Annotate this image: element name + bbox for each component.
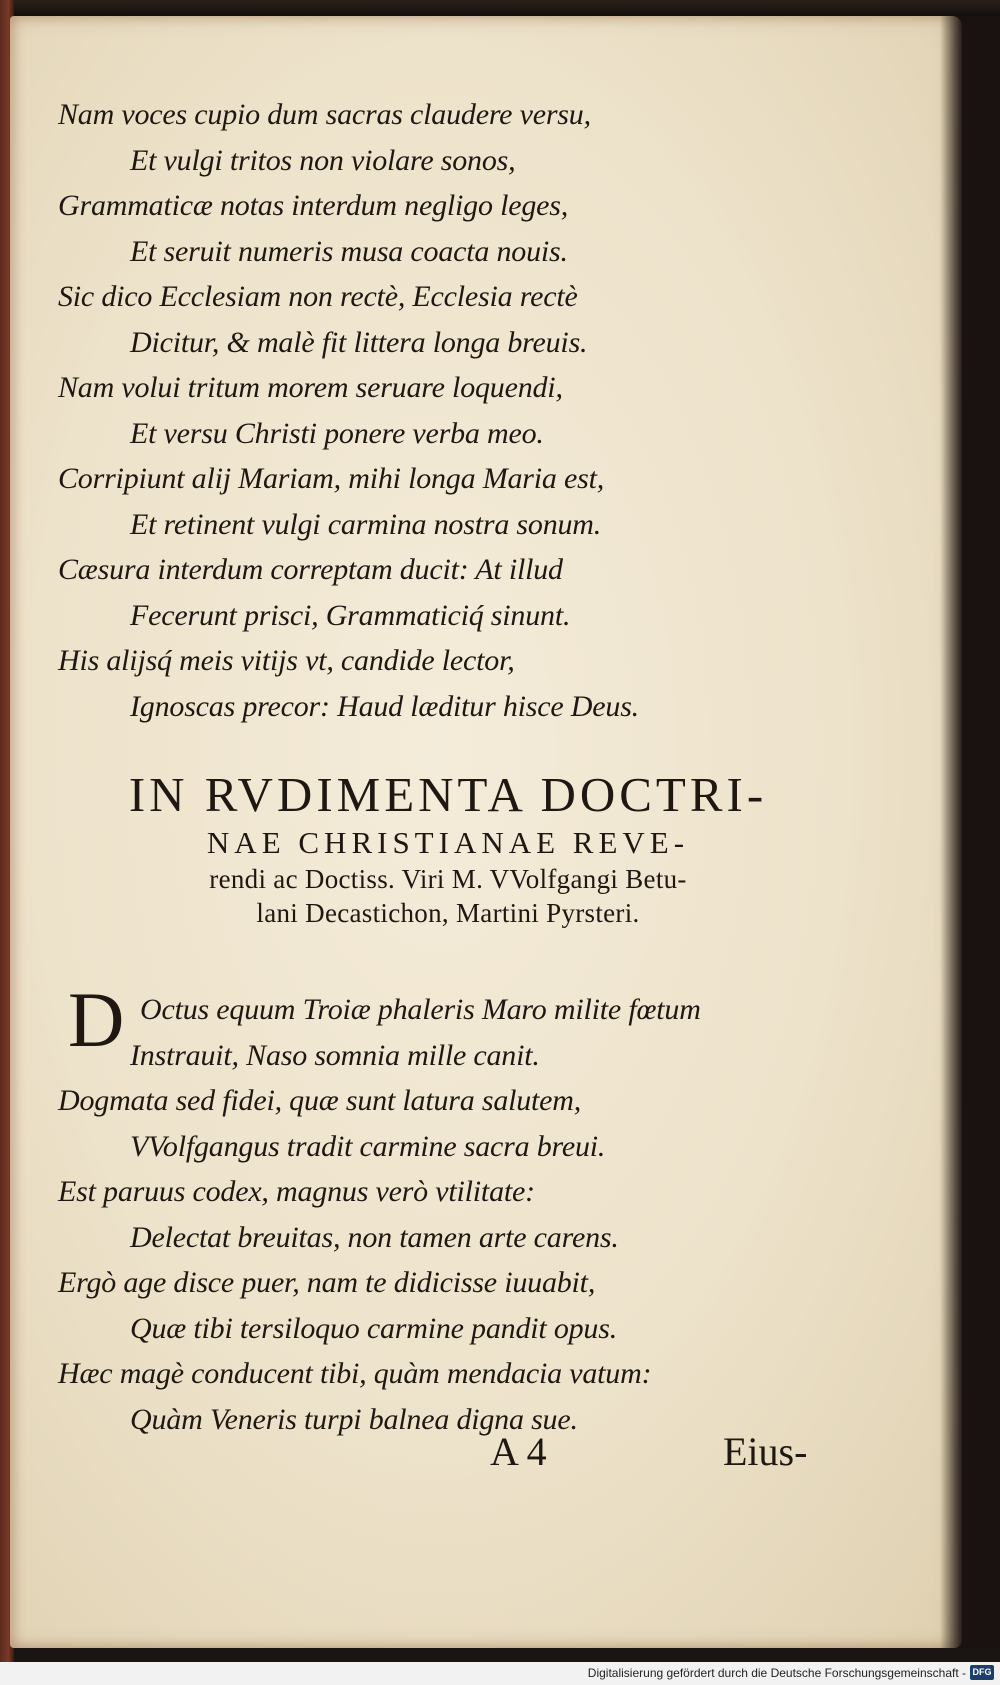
poem-line: Cæsura interdum correptam ducit: At illud — [58, 553, 563, 586]
poem-line: Et seruit numeris musa coacta nouis. — [130, 234, 568, 268]
poem-line: Fecerunt prisci, Grammaticiq́ sinunt. — [130, 598, 571, 632]
drop-cap: D — [68, 976, 125, 1063]
poem-line: Et retinent vulgi carmina nostra sonum. — [130, 507, 602, 541]
heading-line-2: NAE CHRISTIANAE REVE- — [206, 825, 690, 860]
dfg-logo-icon: DFG — [970, 1665, 994, 1680]
poem-block — [58, 92, 878, 729]
poem-line: Ignoscas precor: Haud læditur hisce Deus. — [130, 689, 639, 723]
epigram-line: Quàm Veneris turpi balnea digna sue. — [130, 1402, 578, 1436]
section-heading — [58, 766, 838, 930]
poem-line: Dicitur, & malè fit littera longa breuis. — [130, 325, 588, 359]
epigram-line: Ergò age disce puer, nam te didicisse iuuabit, — [58, 1266, 596, 1299]
epigram-line: Dogmata sed fidei, quæ sunt latura salutem, — [58, 1084, 582, 1117]
epigram-line: VVolfgangus tradit carmine sacra breui. — [130, 1129, 606, 1163]
heading-line-1: IN RVDIMENTA DOCTRI- — [128, 767, 768, 822]
poem-line: Et vulgi tritos non violare sonos, — [130, 143, 516, 177]
signature-mark: A 4 — [490, 1429, 547, 1474]
epigram-line: Delectat breuitas, non tamen arte carens. — [130, 1220, 619, 1254]
heading-line-4: lani Decastichon, Martini Pyrsteri. — [256, 898, 640, 928]
poem-line: Sic dico Ecclesiam non rectè, Ecclesia rectè — [58, 280, 578, 313]
epigram-line: Quæ tibi tersiloquo carmine pandit opus. — [130, 1311, 618, 1345]
digitization-credit: Digitalisierung gefördert durch die Deutsche Forschungsgemeinschaft - — [587, 1666, 966, 1680]
epigram-block — [58, 976, 898, 1442]
heading-line-3: rendi ac Doctiss. Viri M. VVolfgangi Betu- — [209, 864, 687, 894]
epigram-line: Hæc magè conducent tibi, quàm mendacia vatum: — [58, 1357, 652, 1390]
epigram-line: Est paruus codex, magnus verò vtilitate: — [58, 1175, 535, 1208]
page-edge-shadow — [940, 16, 1000, 1648]
poem-line: Corripiunt alij Mariam, mihi longa Maria est, — [58, 462, 605, 495]
poem-line: Nam volui tritum morem seruare loquendi, — [58, 371, 563, 404]
poem-line: Grammaticæ notas interdum negligo leges, — [58, 189, 569, 222]
epigram-line: Instrauit, Naso somnia mille canit. — [130, 1038, 540, 1072]
poem-line: Nam voces cupio dum sacras claudere versu, — [58, 98, 591, 131]
epigram-line-text: Octus equum Troiæ phaleris Maro milite fœtum — [140, 993, 701, 1026]
poem-line: Et versu Christi ponere verba meo. — [130, 416, 544, 450]
poem-line: His alijsq́ meis vitijs vt, candide lector, — [58, 644, 515, 677]
catchword: Eius- — [723, 1429, 808, 1474]
